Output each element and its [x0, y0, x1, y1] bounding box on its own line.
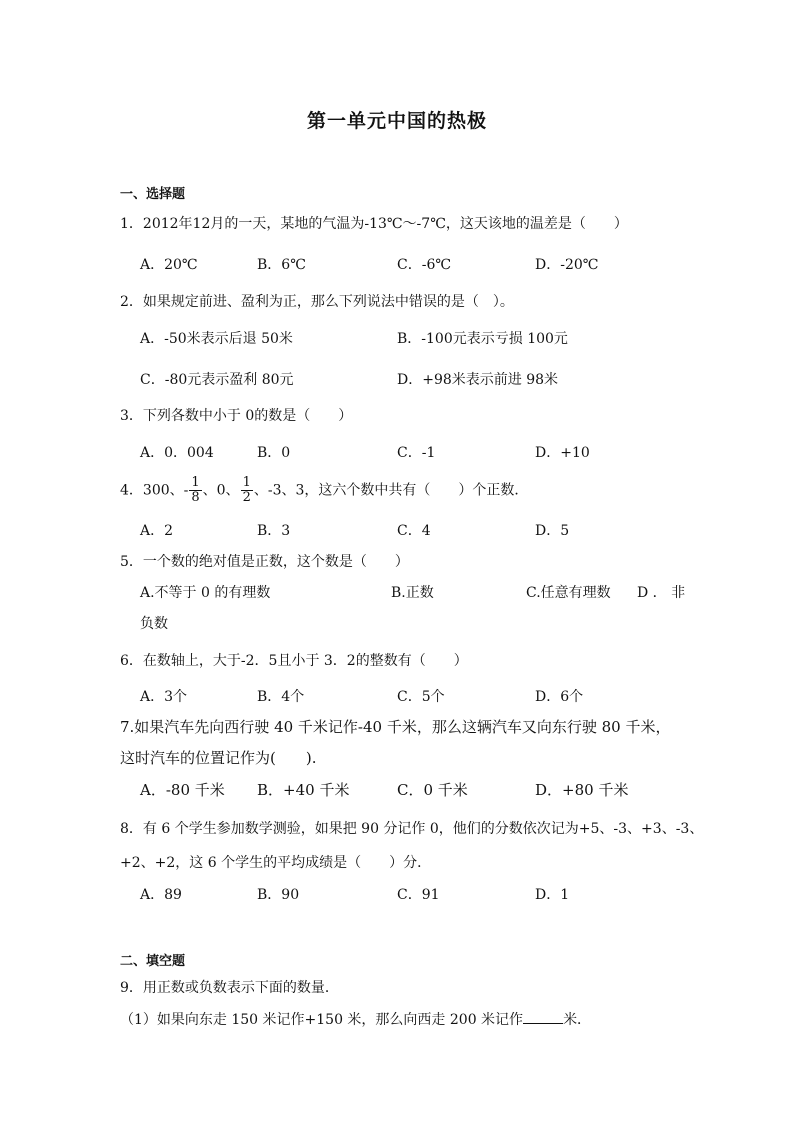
question-3-options [140, 442, 700, 464]
option-c[interactable]: C．-1 [397, 445, 436, 461]
option-b[interactable]: B．4个 [257, 689, 305, 705]
question-1: 1．2012年12月的一天，某地的气温为-13℃～-7℃，这天该地的温差是（ ） [120, 216, 628, 232]
question-9-part-1: （1）如果向东走 150 米记作+150 米，那么向西走 200 米记作 米． [120, 1012, 592, 1028]
option-a[interactable]: A．3个 [140, 689, 188, 705]
option-b[interactable]: B．90 [257, 887, 300, 903]
question-7-options [140, 779, 700, 801]
question-2: 2．如果规定前进、盈利为正，那么下列说法中错误的是（ ）。 [120, 294, 514, 310]
option-c[interactable]: C.任意有理数 [526, 585, 611, 601]
question-4-prefix: 4．300、- [120, 482, 189, 499]
option-b[interactable]: B.正数 [391, 585, 434, 601]
option-d[interactable]: D．+10 [535, 445, 590, 461]
question-4-options [140, 520, 700, 542]
question-2-options-row1 [140, 328, 700, 350]
option-d[interactable]: D ． 非 [637, 585, 686, 601]
question-8-line-1: 8．有 6 个学生参加数学测验，如果把 90 分记作 0，他们的分数依次记为+5、-3、+3、-3、 [120, 821, 704, 837]
question-6: 6．在数轴上，大于-2．5且小于 3．2的整数有（ ） [120, 653, 468, 669]
option-d[interactable]: D．-20℃ [535, 257, 599, 273]
option-a[interactable]: A.不等于 0 的有理数 [140, 585, 271, 601]
option-c[interactable]: C．-80元表示盈利 80元 [140, 372, 294, 388]
option-b[interactable]: B．-100元表示亏损 100元 [397, 331, 568, 347]
option-c[interactable]: C．5个 [397, 689, 445, 705]
option-d[interactable]: D．+98米表示前进 98米 [397, 372, 559, 388]
question-5-options [140, 582, 700, 604]
option-d[interactable]: D．6个 [535, 689, 584, 705]
option-b[interactable]: B．6℃ [257, 257, 306, 273]
option-b[interactable]: B．3 [257, 523, 291, 539]
question-1-options [140, 254, 700, 276]
option-c[interactable]: C．4 [397, 523, 431, 539]
option-b[interactable]: B．0 [257, 445, 291, 461]
question-7-line-2: 这时汽车的位置记作为( ). [120, 749, 317, 767]
page-title: 第一单元中国的热极 [306, 110, 487, 132]
fraction-one-eighth: $\frac{1}{8}$ [191, 475, 200, 505]
option-a[interactable]: A．2 [140, 523, 174, 539]
question-4: 4．300、- $\frac{1}{8}$ 、0、 $\frac{1}{2}$ 、-3、3，这六个数中共有（ ）个正数． [120, 475, 529, 505]
option-b[interactable]: B．+40 千米 [257, 781, 350, 799]
option-d[interactable]: D．5 [535, 523, 570, 539]
question-6-options [140, 686, 700, 708]
question-2-options-row2 [140, 369, 700, 391]
option-d[interactable]: D．+80 千米 [535, 781, 629, 799]
question-7-line-1: 7.如果汽车先向西行驶 40 千米记作-40 千米，那么这辆汽车又向东行驶 80 千米， [120, 718, 671, 736]
section-fill-heading: 二、填空题 [120, 954, 186, 969]
question-9: 9．用正数或负数表示下面的数量． [120, 980, 339, 996]
fraction-one-half: $\frac{1}{2}$ [242, 475, 251, 505]
option-a[interactable]: A．20℃ [140, 257, 198, 273]
question-5-options-cont [140, 613, 700, 635]
option-c[interactable]: C．0 千米 [397, 781, 468, 799]
question-4-suffix: 、-3、3，这六个数中共有（ ）个正数． [253, 482, 529, 499]
section-choice-heading: 一、选择题 [120, 187, 186, 202]
option-c[interactable]: C．-6℃ [397, 257, 452, 273]
option-a[interactable]: A．-80 千米 [140, 781, 225, 799]
question-8-line-2: +2、+2，这 6 个学生的平均成绩是（ ）分． [120, 855, 432, 871]
question-3: 3．下列各数中小于 0的数是（ ） [120, 408, 353, 424]
option-a[interactable]: A．89 [140, 887, 182, 903]
option-a[interactable]: A．0．004 [140, 445, 214, 461]
question-5: 5．一个数的绝对值是正数，这个数是（ ） [120, 554, 409, 570]
answer-blank[interactable] [523, 1011, 563, 1024]
option-d[interactable]: D．1 [535, 887, 570, 903]
option-a[interactable]: A．-50米表示后退 50米 [140, 331, 293, 347]
option-c[interactable]: C．91 [397, 887, 440, 903]
question-8-options [140, 884, 700, 906]
option-d-continuation: 负数 [140, 616, 168, 632]
